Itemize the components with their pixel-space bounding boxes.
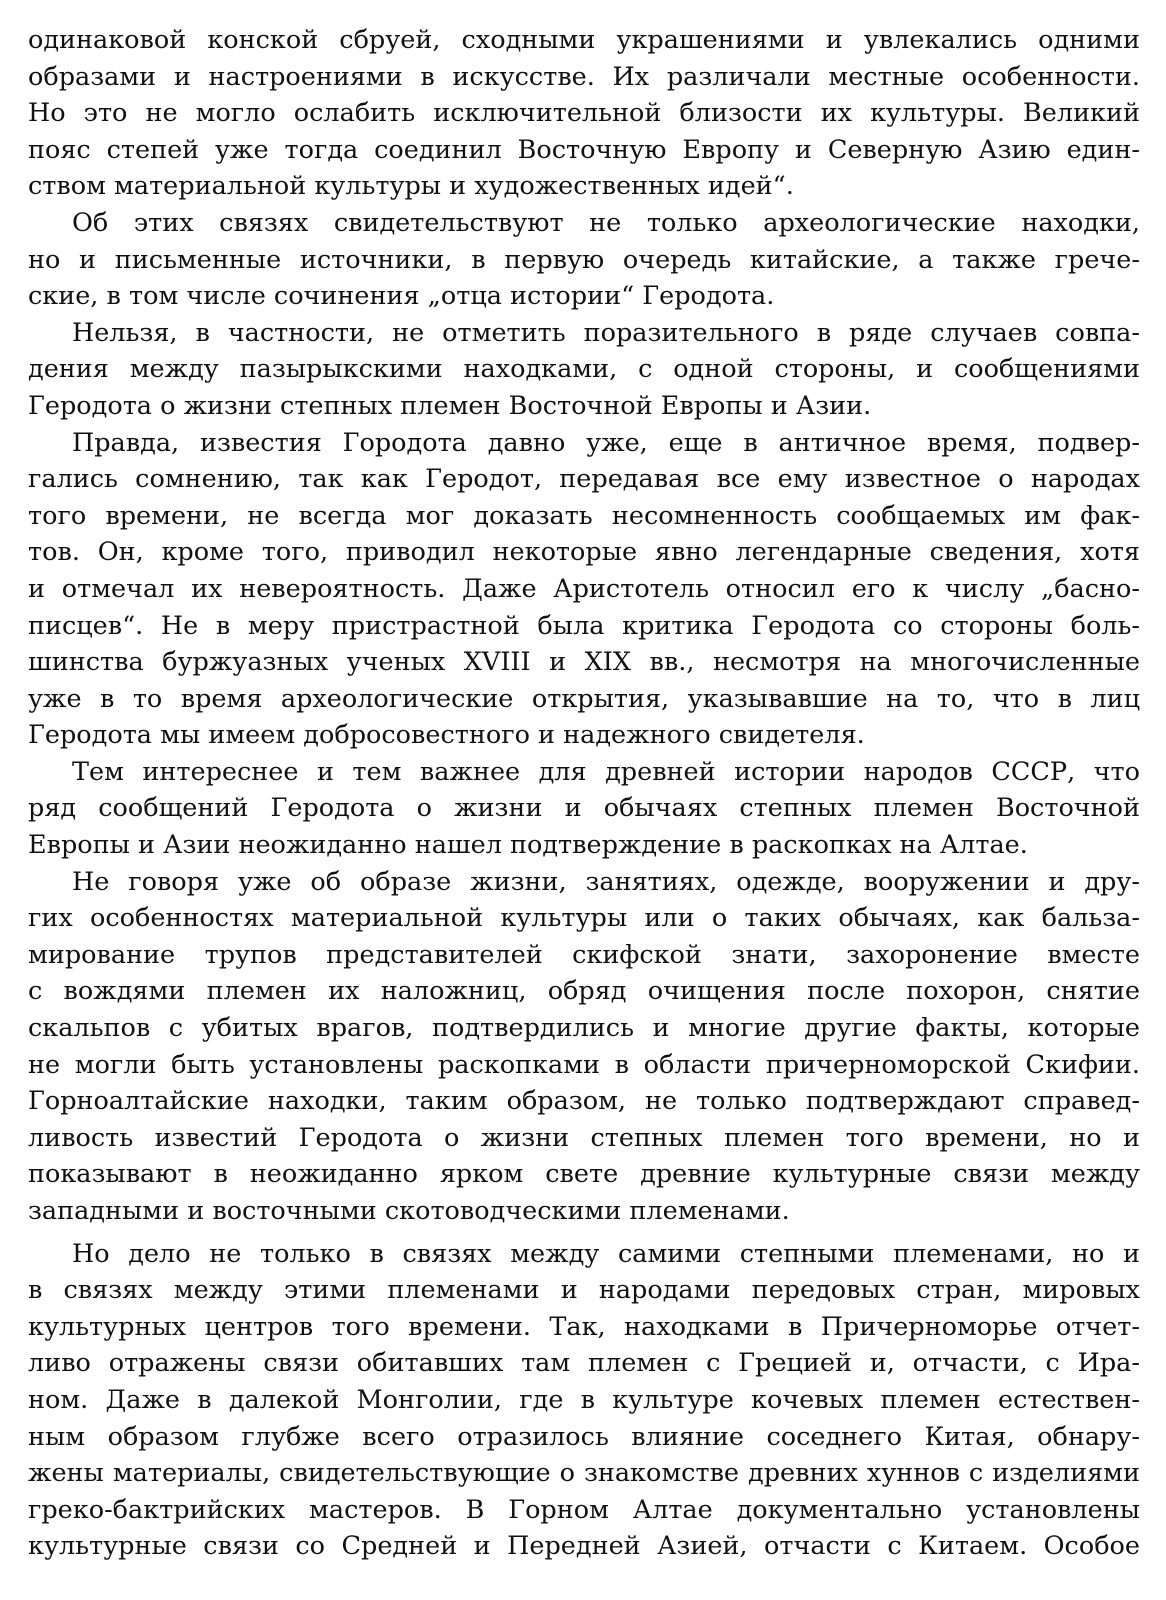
text-line: ливо отражены связи обитавших там племен с Грецией и, отчасти, с Ира- xyxy=(28,1348,1140,1379)
paragraph-2 xyxy=(28,205,1140,315)
text-line: пояс степей уже тогда соединил Восточную Европу и Северную Азию един- xyxy=(28,134,1140,165)
text-line: Геродота о жизни степных племен Восточной Европы и Азии. xyxy=(28,390,872,421)
text-line: уже в то время археологические открытия, указывавшие на то, что в лиц xyxy=(28,683,1140,714)
paragraph-4 xyxy=(28,425,1140,754)
text-line: шинства буржуазных ученых XVIII и XIX вв., несмотря на многочисленные xyxy=(28,647,1140,678)
text-line: Нельзя, в частности, не отметить поразительного в ряде случаев совпа- xyxy=(72,317,1140,348)
text-line: культурных центров того времени. Так, находками в Причерноморье отчет- xyxy=(28,1311,1140,1342)
text-line: гих особенностях материальной культуры или о таких обычаях, как бальза- xyxy=(28,903,1140,934)
text-line: ном. Даже в далекой Монголии, где в культуре кочевых племен естествен- xyxy=(28,1384,1140,1415)
paragraph-1 xyxy=(28,22,1140,205)
text-line: Но это не могло ослабить исключительной близости их культуры. Великий xyxy=(28,98,1140,129)
text-line: того времени, не всегда мог доказать несомненность сообщаемых им фак- xyxy=(28,500,1140,531)
text-line: дения между пазырыкскими находками, с одной стороны, и сообщениями xyxy=(28,354,1140,385)
text-line: ным образом глубже всего отразилось влияние соседнего Китая, обнару- xyxy=(28,1421,1140,1452)
text-line: Но дело не только в связях между самими степными племенами, но и xyxy=(72,1238,1140,1269)
paragraph-6 xyxy=(28,864,1140,1230)
text-line: жены материалы, свидетельствующие о знакомстве древних хуннов с изделиями xyxy=(28,1458,1140,1489)
text-line: греко-бактрийских мастеров. В Горном Алтае документально установлены xyxy=(28,1494,1140,1525)
text-line: мирование трупов представителей скифской знати, захоронение вместе xyxy=(28,939,1140,970)
text-line: Горноалтайские находки, таким образом, не только подтверждают справед- xyxy=(28,1086,1140,1117)
paragraph-3 xyxy=(28,315,1140,425)
paragraph-7 xyxy=(28,1236,1140,1565)
text-line: ливость известий Геродота о жизни степных племен того времени, но и xyxy=(28,1122,1140,1153)
text-line: скальпов с убитых врагов, подтвердились и многие другие факты, которые xyxy=(28,1013,1140,1044)
text-line: писцев“. Не в меру пристрастной была критика Геродота со стороны боль- xyxy=(28,610,1140,641)
text-line: показывают в неожиданно ярком свете древние культурные связи между xyxy=(28,1159,1140,1190)
text-line: ские, в том числе сочинения „отца истории“ Геродота. xyxy=(28,281,775,312)
text-line: не могли быть установлены раскопками в области причерноморской Скифии. xyxy=(28,1049,1140,1080)
text-line: Об этих связях свидетельствуют не только археологические находки, xyxy=(72,207,1140,238)
text-line: западными и восточными скотоводческими племенами. xyxy=(28,1196,790,1226)
text-line: Не говоря уже об образе жизни, занятиях, одежде, вооружении и дру- xyxy=(72,866,1140,897)
text-line: тов. Он, кроме того, приводил некоторые явно легендарные сведения, хотя xyxy=(28,537,1140,568)
text-line: с вождями племен их наложниц, обряд очищения после похорон, снятие xyxy=(28,976,1140,1007)
text-line: в связях между этими племенами и народами передовых стран, мировых xyxy=(28,1275,1140,1306)
text-line: культурные связи со Средней и Передней Азией, отчасти с Китаем. Особое xyxy=(28,1531,1140,1562)
text-line: Правда, известия Городота давно уже, еще в античное время, подвер- xyxy=(72,427,1140,458)
text-line: ством материальной культуры и художественных идей“. xyxy=(28,171,794,202)
text-line: одинаковой конской сбруей, сходными украшениями и увлекались одними xyxy=(28,25,1140,55)
text-line: и отмечал их невероятность. Даже Аристотель относил его к числу „басно- xyxy=(28,573,1140,604)
text-line: образами и настроениями в искусстве. Их различали местные особенности. xyxy=(28,61,1140,92)
text-line: ряд сообщений Геродота о жизни и обычаях степных племен Восточной xyxy=(28,793,1140,824)
text-line: гались сомнению, так как Геродот, передавая все ему известное о народах xyxy=(28,464,1140,495)
text-line: Геродота мы имеем добросовестного и надежного свидетеля. xyxy=(28,720,865,751)
text-line: но и письменные источники, в первую очередь китайские, а также грече- xyxy=(28,244,1140,275)
text-line: Европы и Азии неожиданно нашел подтверждение в раскопках на Алтае. xyxy=(28,830,1028,861)
document-page xyxy=(28,22,1140,1565)
paragraph-5 xyxy=(28,754,1140,864)
text-line: Тем интереснее и тем важнее для древней истории народов СССР, что xyxy=(72,756,1140,787)
